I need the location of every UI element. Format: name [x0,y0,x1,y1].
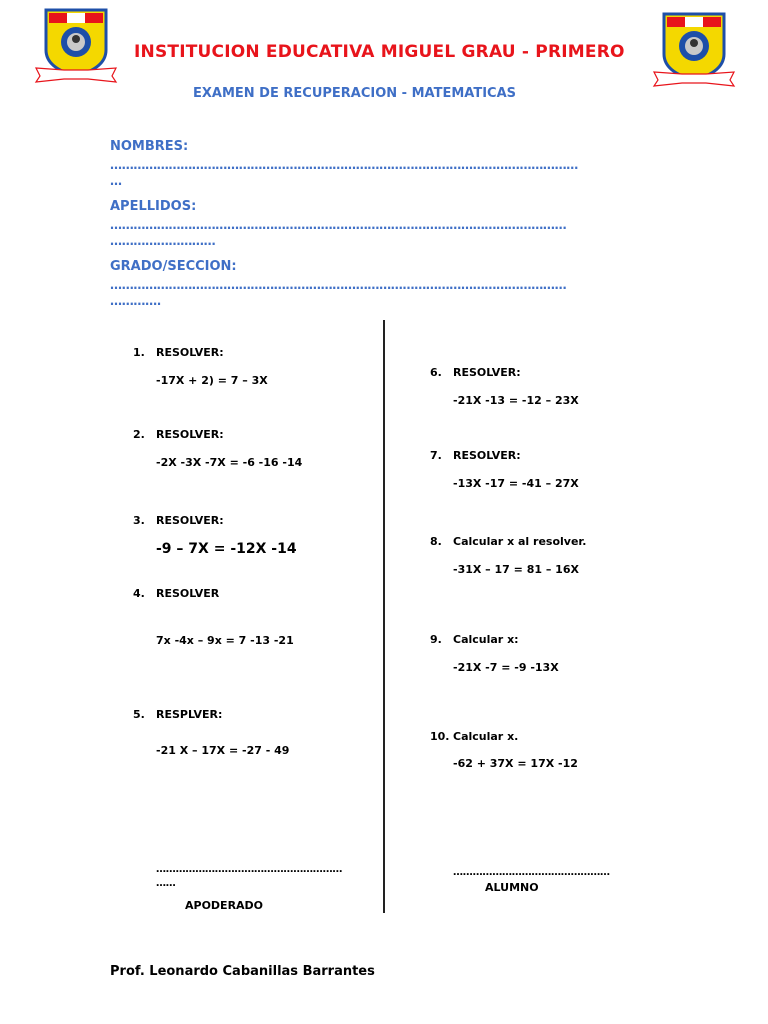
school-shield-icon [46,10,106,76]
exercise-6-number: 6. [430,366,442,379]
exercise-6-equation: -21X -13 = -12 – 23X [453,394,579,407]
teacher-name: Prof. Leonardo Cabanillas Barrantes [110,964,375,979]
apellidos-label: APELLIDOS: [110,199,197,214]
exercise-7-equation: -13X -17 = -41 – 27X [453,477,579,490]
exercise-1-label: RESOLVER: [156,346,224,359]
grado-seccion-label: GRADO/SECCION: [110,259,237,274]
school-title: INSTITUCION EDUCATIVA MIGUEL GRAU - PRIMERO [134,42,625,62]
exercise-2-equation: -2X -3X -7X = -6 -16 -14 [156,456,303,469]
apellidos-dots-line-cont[interactable]: ……………………… [110,234,216,248]
exercise-2-number: 2. [133,428,145,441]
exercise-5-number: 5. [133,708,145,721]
exercise-10-number: 10. [430,730,450,743]
school-logo-left [34,6,124,86]
apoderado-signature-line[interactable]: ………………………………………………… [156,864,343,875]
alumno-signature-line[interactable]: ………………………………………… [453,867,610,878]
exercise-9-equation: -21X -7 = -9 -13X [453,661,559,674]
exercise-4-number: 4. [133,587,145,600]
alumno-label: ALUMNO [485,881,539,894]
exercise-3-equation: -9 – 7X = -12X -14 [156,541,297,557]
exercise-5-equation: -21 X – 17X = -27 - 49 [156,744,290,757]
grado-seccion-dots-line-cont[interactable]: …………. [110,294,162,308]
exercise-8-label: Calcular x al resolver. [453,535,587,548]
exercise-7-number: 7. [430,449,442,462]
exercise-5-label: RESPLVER: [156,708,223,721]
apoderado-label: APODERADO [185,899,264,912]
motto-ribbon [654,72,734,86]
exercise-9-label: Calcular x: [453,633,519,646]
exercise-8-equation: -31X – 17 = 81 – 16X [453,563,579,576]
exercise-8-number: 8. [430,535,442,548]
exercise-4-equation: 7x -4x – 9x = 7 -13 -21 [156,634,294,647]
nombres-dots-line-cont[interactable]: … [110,174,122,188]
apellidos-dots-line[interactable]: ……………………………………………………………………………………………………… [110,218,567,232]
apoderado-signature-line-cont[interactable]: …… [156,878,176,889]
school-shield-icon [664,14,724,80]
exam-subtitle: EXAMEN DE RECUPERACION - MATEMATICAS [193,86,517,101]
exercise-1-equation: -17X + 2) = 7 – 3X [156,374,268,387]
exercise-1-number: 1. [133,346,145,359]
nombres-dots-line[interactable]: ………………………………………………………………………………………………………… [110,158,579,172]
exercise-4-label: RESOLVER [156,587,220,600]
exercise-9-number: 9. [430,633,442,646]
exercise-10-equation: -62 + 37X = 17X -12 [453,757,578,770]
column-divider [383,320,385,913]
exercise-6-label: RESOLVER: [453,366,521,379]
school-logo-right [652,10,742,90]
nombres-label: NOMBRES: [110,139,189,154]
exercise-3-label: RESOLVER: [156,514,224,527]
grado-seccion-dots-line[interactable]: ……………………………………………………………………………………………………… [110,278,567,292]
exercise-2-label: RESOLVER: [156,428,224,441]
exercise-3-number: 3. [133,514,145,527]
exercise-7-label: RESOLVER: [453,449,521,462]
motto-ribbon [36,68,116,82]
exercise-10-label: Calcular x. [453,730,519,743]
